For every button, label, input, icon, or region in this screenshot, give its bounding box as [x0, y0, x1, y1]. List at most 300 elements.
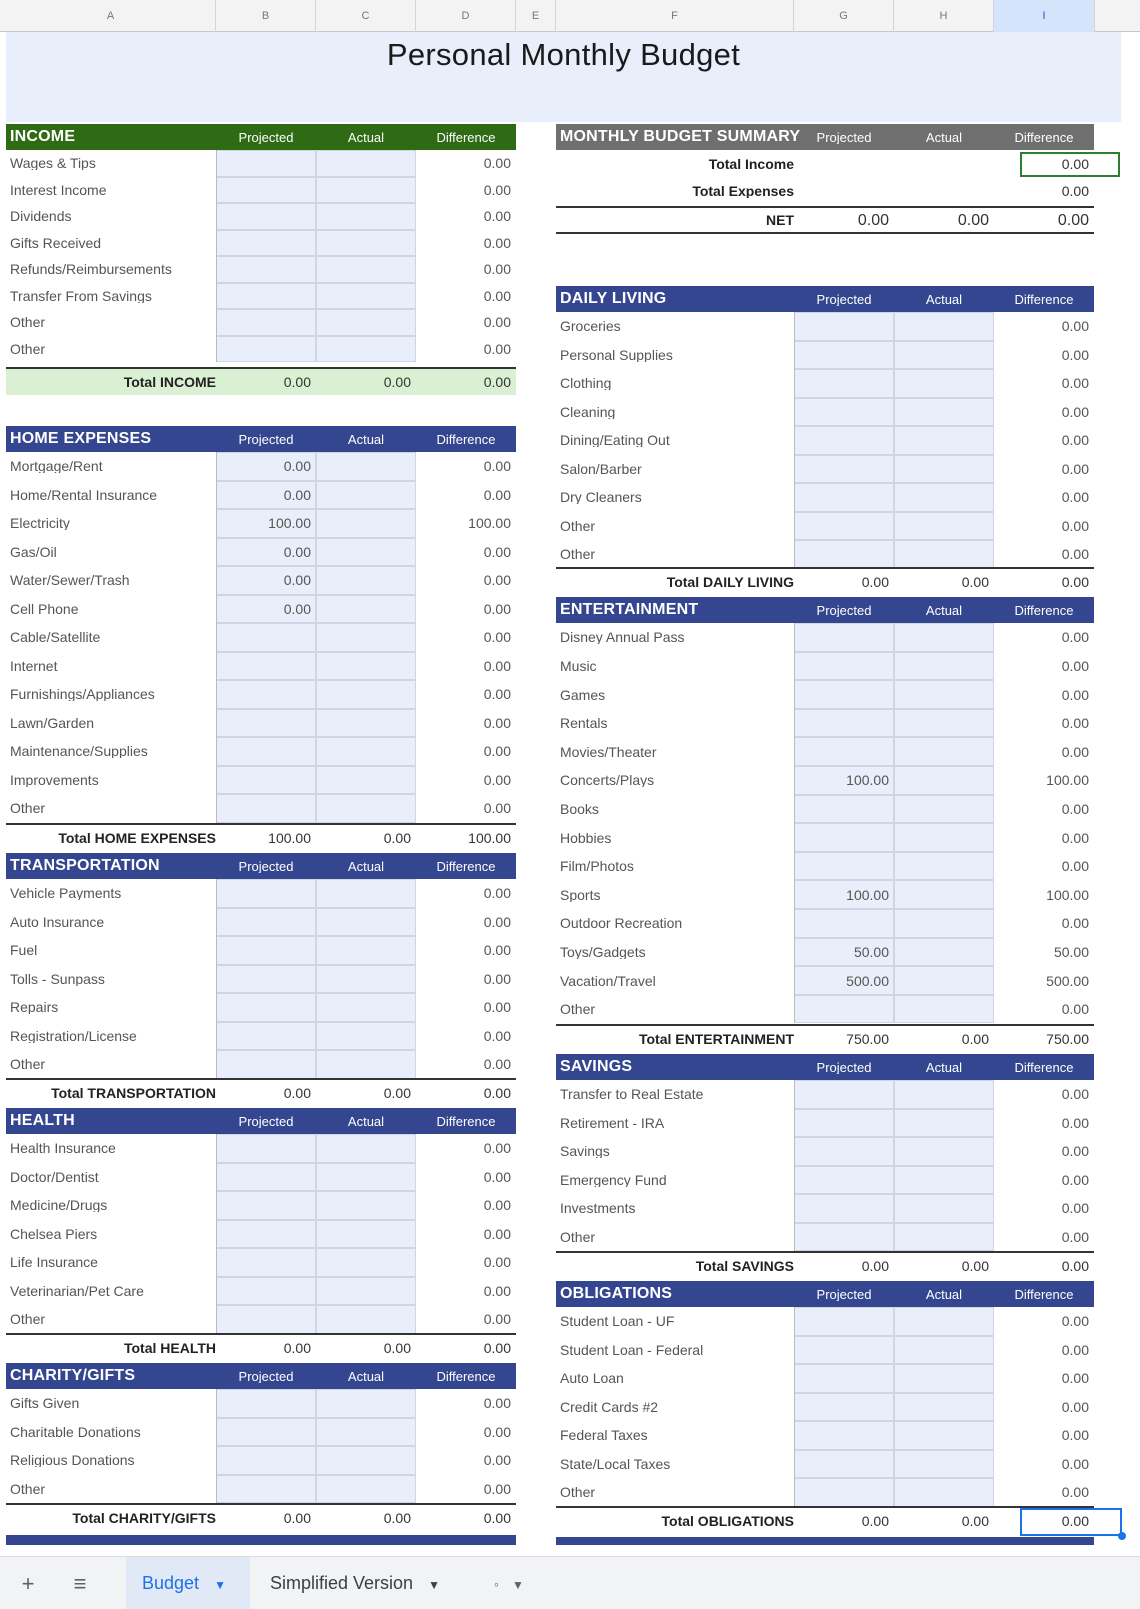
transportation-input-cell[interactable] — [216, 993, 316, 1022]
obligations-input-cell[interactable] — [794, 1336, 894, 1365]
entertainment-input-cell[interactable] — [794, 623, 894, 652]
savings-input-cell[interactable] — [894, 1137, 994, 1166]
home-expenses-item-difference: 0.00 — [483, 687, 511, 702]
daily-living-total-actual: 0.00 — [961, 575, 989, 589]
obligations-total-actual: 0.00 — [961, 1514, 989, 1528]
transportation-input-cell[interactable] — [216, 1050, 316, 1079]
entertainment-item-difference: 0.00 — [1061, 744, 1089, 759]
entertainment-item-label: Rentals — [560, 716, 608, 731]
home-expenses-item-difference: 0.00 — [483, 772, 511, 787]
entertainment-input-cell[interactable] — [894, 909, 994, 938]
daily-living-input-cell[interactable] — [794, 512, 894, 541]
home-expenses-input-cell[interactable] — [316, 766, 416, 795]
column-header-f[interactable]: F — [556, 0, 794, 32]
entertainment-divider — [794, 623, 795, 1023]
entertainment-item-projected[interactable]: 100.00 — [846, 887, 889, 902]
home-expenses-input-cell[interactable] — [216, 652, 316, 681]
health-input-cell[interactable] — [316, 1220, 416, 1249]
entertainment-input-cell[interactable] — [894, 938, 994, 967]
savings-input-cell[interactable] — [894, 1166, 994, 1195]
income-total-difference: 0.00 — [483, 375, 511, 389]
income-item-difference: 0.00 — [483, 209, 511, 224]
selection-fill-handle[interactable] — [1118, 1532, 1126, 1540]
summary-row-label: NET — [766, 212, 794, 227]
income-item-label: Refunds/Reimbursements — [10, 262, 172, 277]
entertainment-input-cell[interactable] — [894, 795, 994, 824]
health-input-cell[interactable] — [216, 1277, 316, 1306]
daily-living-total-difference: 0.00 — [1061, 575, 1089, 589]
obligations-item-difference: 0.00 — [1061, 1428, 1089, 1443]
home-expenses-item-difference: 0.00 — [483, 601, 511, 616]
savings-item-difference: 0.00 — [1061, 1201, 1089, 1216]
obligations-item-difference: 0.00 — [1061, 1399, 1089, 1414]
daily-living-total-label: Total DAILY LIVING — [666, 575, 794, 589]
home-expenses-input-cell[interactable] — [216, 709, 316, 738]
home-expenses-col-actual: Actual — [347, 432, 385, 446]
obligations-input-cell[interactable] — [894, 1450, 994, 1479]
savings-item-label: Other — [560, 1229, 596, 1244]
transportation-input-cell[interactable] — [316, 965, 416, 994]
column-header-c[interactable]: C — [316, 0, 416, 32]
daily-living-input-cell[interactable] — [894, 455, 994, 484]
health-input-cell[interactable] — [216, 1134, 316, 1163]
list-icon[interactable]: ≡ — [73, 1571, 87, 1596]
entertainment-input-cell[interactable] — [794, 709, 894, 738]
savings-total-projected: 0.00 — [861, 1259, 889, 1273]
obligations-input-cell[interactable] — [894, 1336, 994, 1365]
transportation-input-cell[interactable] — [316, 1022, 416, 1051]
obligations-item-label: Auto Loan — [560, 1371, 624, 1386]
charity-item-label: Gifts Given — [10, 1396, 80, 1411]
income-col-actual: Actual — [347, 130, 385, 144]
entertainment-input-cell[interactable] — [894, 995, 994, 1024]
income-item-label: Interest Income — [10, 182, 107, 197]
savings-col-difference: Difference — [1014, 1060, 1074, 1074]
daily-living-item-difference: 0.00 — [1061, 319, 1089, 334]
income-item-difference: 0.00 — [483, 235, 511, 250]
savings-input-cell[interactable] — [794, 1137, 894, 1166]
income-input-cell[interactable] — [216, 283, 316, 310]
savings-input-cell[interactable] — [894, 1109, 994, 1138]
entertainment-input-cell[interactable] — [894, 852, 994, 881]
income-item-label: Other — [10, 315, 46, 330]
summary-col-actual: Actual — [925, 130, 963, 144]
obligations-input-cell[interactable] — [794, 1478, 894, 1507]
savings-input-cell[interactable] — [894, 1223, 994, 1252]
income-item-difference: 0.00 — [483, 341, 511, 356]
home-expenses-item-projected[interactable]: 0.00 — [283, 573, 311, 588]
charity-input-cell[interactable] — [316, 1389, 416, 1418]
transportation-item-label: Other — [10, 1057, 46, 1072]
daily-living-title: DAILY LIVING — [560, 291, 667, 307]
summary-bottom-rule — [556, 232, 1094, 234]
entertainment-item-difference: 0.00 — [1061, 916, 1089, 931]
home-expenses-item-difference: 0.00 — [483, 487, 511, 502]
health-input-cell[interactable] — [216, 1248, 316, 1277]
obligations-input-cell[interactable] — [894, 1364, 994, 1393]
home-expenses-item-projected[interactable]: 0.00 — [283, 487, 311, 502]
home-expenses-input-cell[interactable] — [316, 709, 416, 738]
home-expenses-input-cell[interactable] — [216, 737, 316, 766]
home-expenses-input-cell[interactable] — [316, 737, 416, 766]
dots-icon: ◦ — [494, 1576, 499, 1592]
obligations-input-cell[interactable] — [794, 1307, 894, 1336]
income-input-cell[interactable] — [316, 256, 416, 283]
income-input-cell[interactable] — [316, 309, 416, 336]
daily-living-input-cell[interactable] — [794, 455, 894, 484]
transportation-item-difference: 0.00 — [483, 971, 511, 986]
transportation-input-cell[interactable] — [316, 993, 416, 1022]
entertainment-item-label: Sports — [560, 887, 601, 902]
obligations-item-label: State/Local Taxes — [560, 1456, 671, 1471]
home-expenses-item-difference: 0.00 — [483, 715, 511, 730]
entertainment-total-difference: 750.00 — [1046, 1031, 1089, 1046]
entertainment-input-cell[interactable] — [894, 766, 994, 795]
daily-living-input-cell[interactable] — [894, 312, 994, 341]
income-col-difference: Difference — [436, 130, 496, 144]
savings-input-cell[interactable] — [794, 1080, 894, 1109]
entertainment-item-difference: 0.00 — [1061, 687, 1089, 702]
entertainment-item-projected[interactable]: 500.00 — [846, 973, 889, 988]
obligations-item-difference: 0.00 — [1061, 1342, 1089, 1357]
daily-living-input-cell[interactable] — [794, 540, 894, 569]
daily-living-item-difference: 0.00 — [1061, 404, 1089, 419]
savings-input-cell[interactable] — [794, 1166, 894, 1195]
entertainment-input-cell[interactable] — [894, 623, 994, 652]
health-input-cell[interactable] — [216, 1220, 316, 1249]
entertainment-item-label: Other — [560, 1002, 596, 1017]
obligations-input-cell[interactable] — [894, 1307, 994, 1336]
daily-living-total-rule — [556, 567, 1094, 569]
home-expenses-total-projected: 100.00 — [268, 830, 311, 845]
health-item-difference: 0.00 — [483, 1283, 511, 1298]
income-total-actual: 0.00 — [383, 375, 411, 389]
health-item-label: Chelsea Piers — [10, 1226, 98, 1241]
savings-item-label: Transfer to Real Estate — [560, 1087, 704, 1102]
savings-item-label: Emergency Fund — [560, 1172, 667, 1187]
transportation-input-cell[interactable] — [216, 965, 316, 994]
savings-input-cell[interactable] — [794, 1223, 894, 1252]
tab-more[interactable] — [486, 1557, 546, 1609]
health-item-label: Life Insurance — [10, 1255, 98, 1270]
home-expenses-input-cell[interactable] — [216, 680, 316, 709]
transportation-item-difference: 0.00 — [483, 1057, 511, 1072]
summary-col-difference: Difference — [1014, 130, 1074, 144]
column-header-b[interactable]: B — [216, 0, 316, 32]
savings-item-label: Investments — [560, 1201, 636, 1216]
transportation-input-cell[interactable] — [216, 908, 316, 937]
health-input-cell[interactable] — [316, 1277, 416, 1306]
entertainment-input-cell[interactable] — [794, 823, 894, 852]
summary-row-actual: 0.00 — [957, 212, 989, 229]
daily-living-input-cell[interactable] — [794, 398, 894, 427]
charity-item-difference: 0.00 — [483, 1424, 511, 1439]
health-input-cell[interactable] — [316, 1191, 416, 1220]
income-input-cell[interactable] — [316, 283, 416, 310]
charity-input-cell[interactable] — [216, 1446, 316, 1475]
home-expenses-input-cell[interactable] — [316, 623, 416, 652]
entertainment-input-cell[interactable] — [794, 852, 894, 881]
daily-living-input-cell[interactable] — [894, 483, 994, 512]
income-input-cell[interactable] — [316, 230, 416, 257]
health-item-label: Health Insurance — [10, 1141, 116, 1156]
health-input-cell[interactable] — [216, 1163, 316, 1192]
income-input-cell[interactable] — [316, 177, 416, 204]
home-expenses-input-cell[interactable] — [316, 595, 416, 624]
entertainment-input-cell[interactable] — [894, 880, 994, 909]
charity-item-difference: 0.00 — [483, 1453, 511, 1468]
entertainment-item-difference: 500.00 — [1046, 973, 1089, 988]
entertainment-input-cell[interactable] — [894, 823, 994, 852]
home-expenses-item-difference: 0.00 — [483, 801, 511, 816]
transportation-input-cell[interactable] — [316, 1050, 416, 1079]
income-title: INCOME — [10, 129, 76, 145]
health-item-label: Other — [10, 1312, 46, 1327]
income-input-cell[interactable] — [216, 177, 316, 204]
transportation-item-label: Tolls - Sunpass — [10, 971, 105, 986]
obligations-item-difference: 0.00 — [1061, 1314, 1089, 1329]
income-input-cell[interactable] — [316, 203, 416, 230]
home-expenses-input-cell[interactable] — [316, 452, 416, 481]
chevron-down-icon: ▼ — [214, 1578, 226, 1592]
charity-input-cell[interactable] — [316, 1446, 416, 1475]
entertainment-input-cell[interactable] — [794, 995, 894, 1024]
summary-row-difference: 0.00 — [1061, 183, 1089, 198]
entertainment-input-cell[interactable] — [894, 680, 994, 709]
tab-simplified-version[interactable] — [256, 1557, 476, 1609]
obligations-input-cell[interactable] — [794, 1364, 894, 1393]
obligations-input-cell[interactable] — [894, 1421, 994, 1450]
home-expenses-item-projected[interactable]: 0.00 — [283, 544, 311, 559]
entertainment-item-difference: 0.00 — [1061, 716, 1089, 731]
entertainment-item-difference: 100.00 — [1046, 887, 1089, 902]
home-expenses-total-rule — [6, 823, 516, 825]
transportation-item-label: Auto Insurance — [10, 914, 105, 929]
health-title: HEALTH — [10, 1113, 75, 1129]
health-input-cell[interactable] — [216, 1191, 316, 1220]
entertainment-input-cell[interactable] — [894, 709, 994, 738]
column-header-e[interactable]: E — [516, 0, 556, 32]
summary-row-difference: 0.00 — [1061, 156, 1089, 171]
home-expenses-input-cell[interactable] — [316, 652, 416, 681]
income-input-cell[interactable] — [216, 309, 316, 336]
income-input-cell[interactable] — [216, 203, 316, 230]
home-expenses-item-projected[interactable]: 0.00 — [283, 459, 311, 474]
entertainment-input-cell[interactable] — [794, 909, 894, 938]
column-header-h[interactable]: H — [894, 0, 994, 32]
health-input-cell[interactable] — [216, 1305, 316, 1334]
summary-row-projected: 0.00 — [857, 212, 889, 229]
column-header-a[interactable]: A — [6, 0, 216, 32]
income-item-label: Other — [10, 341, 46, 356]
column-header-d[interactable]: D — [416, 0, 516, 32]
daily-living-item-difference: 0.00 — [1061, 547, 1089, 562]
daily-living-input-cell[interactable] — [794, 369, 894, 398]
transportation-title: TRANSPORTATION — [10, 858, 160, 874]
daily-living-item-label: Other — [560, 547, 596, 562]
savings-input-cell[interactable] — [794, 1194, 894, 1223]
charity-item-label: Charitable Donations — [10, 1424, 141, 1439]
home-expenses-input-cell[interactable] — [316, 680, 416, 709]
home-expenses-item-difference: 0.00 — [483, 544, 511, 559]
health-col-actual: Actual — [347, 1114, 385, 1128]
daily-living-input-cell[interactable] — [794, 312, 894, 341]
entertainment-col-projected: Projected — [816, 603, 872, 617]
entertainment-item-difference: 100.00 — [1046, 773, 1089, 788]
home-expenses-item-projected[interactable]: 100.00 — [268, 516, 311, 531]
entertainment-item-label: Toys/Gadgets — [560, 944, 646, 959]
entertainment-item-difference: 0.00 — [1061, 658, 1089, 673]
entertainment-col-difference: Difference — [1014, 603, 1074, 617]
daily-living-col-projected: Projected — [816, 292, 872, 306]
entertainment-col-actual: Actual — [925, 603, 963, 617]
obligations-item-difference: 0.00 — [1061, 1456, 1089, 1471]
income-item-label: Dividends — [10, 209, 72, 224]
active-cell-selection[interactable] — [1020, 1508, 1122, 1536]
health-input-cell[interactable] — [316, 1134, 416, 1163]
home-expenses-input-cell[interactable] — [316, 566, 416, 595]
entertainment-input-cell[interactable] — [794, 737, 894, 766]
home-expenses-item-label: Gas/Oil — [10, 544, 57, 559]
health-item-difference: 0.00 — [483, 1169, 511, 1184]
obligations-item-label: Federal Taxes — [560, 1428, 648, 1443]
health-total-projected: 0.00 — [283, 1341, 311, 1355]
transportation-col-actual: Actual — [347, 859, 385, 873]
transportation-input-cell[interactable] — [316, 879, 416, 908]
entertainment-input-cell[interactable] — [894, 652, 994, 681]
column-header-g[interactable]: G — [794, 0, 894, 32]
income-input-cell[interactable] — [316, 150, 416, 177]
entertainment-input-cell[interactable] — [794, 795, 894, 824]
daily-living-input-cell[interactable] — [894, 512, 994, 541]
entertainment-item-label: Games — [560, 687, 606, 702]
savings-input-cell[interactable] — [894, 1194, 994, 1223]
entertainment-title: ENTERTAINMENT — [560, 602, 699, 618]
home-expenses-col-projected: Projected — [238, 432, 294, 446]
health-item-difference: 0.00 — [483, 1226, 511, 1241]
summary-title: MONTHLY BUDGET SUMMARY — [560, 129, 801, 145]
obligations-input-cell[interactable] — [894, 1478, 994, 1507]
obligations-input-cell[interactable] — [794, 1421, 894, 1450]
home-expenses-item-label: Cell Phone — [10, 601, 79, 616]
income-input-cell[interactable] — [216, 230, 316, 257]
home-expenses-input-cell[interactable] — [216, 766, 316, 795]
obligations-input-cell[interactable] — [894, 1393, 994, 1422]
entertainment-item-label: Outdoor Recreation — [560, 916, 683, 931]
entertainment-item-difference: 0.00 — [1061, 801, 1089, 816]
charity-input-cell[interactable] — [316, 1418, 416, 1447]
home-expenses-input-cell[interactable] — [316, 509, 416, 538]
daily-living-input-cell[interactable] — [894, 341, 994, 370]
home-expenses-item-projected[interactable]: 0.00 — [283, 601, 311, 616]
home-expenses-title: HOME EXPENSES — [10, 431, 152, 447]
tab-budget[interactable] — [126, 1557, 250, 1609]
home-expenses-total-difference: 100.00 — [468, 830, 511, 845]
charity-input-cell[interactable] — [216, 1389, 316, 1418]
transportation-col-difference: Difference — [436, 859, 496, 873]
entertainment-item-difference: 0.00 — [1061, 630, 1089, 645]
summary-selected-cell[interactable] — [1020, 152, 1120, 177]
transportation-input-cell[interactable] — [316, 908, 416, 937]
obligations-input-cell[interactable] — [794, 1393, 894, 1422]
transportation-item-label: Repairs — [10, 1000, 59, 1015]
transportation-input-cell[interactable] — [316, 936, 416, 965]
savings-item-difference: 0.00 — [1061, 1172, 1089, 1187]
health-input-cell[interactable] — [316, 1305, 416, 1334]
daily-living-input-cell[interactable] — [894, 369, 994, 398]
income-input-cell[interactable] — [216, 150, 316, 177]
obligations-item-label: Student Loan - Federal — [560, 1342, 704, 1357]
entertainment-item-difference: 0.00 — [1061, 830, 1089, 845]
daily-living-input-cell[interactable] — [794, 426, 894, 455]
home-expenses-input-cell[interactable] — [316, 538, 416, 567]
charity-input-cell[interactable] — [216, 1475, 316, 1504]
home-expenses-input-cell[interactable] — [216, 623, 316, 652]
obligations-total-rule — [556, 1506, 1094, 1508]
daily-living-item-difference: 0.00 — [1061, 347, 1089, 362]
transportation-input-cell[interactable] — [216, 936, 316, 965]
health-input-cell[interactable] — [316, 1248, 416, 1277]
plus-icon[interactable]: + — [21, 1571, 35, 1596]
daily-living-input-cell[interactable] — [794, 483, 894, 512]
daily-living-input-cell[interactable] — [894, 426, 994, 455]
savings-item-difference: 0.00 — [1061, 1144, 1089, 1159]
daily-living-input-cell[interactable] — [894, 540, 994, 569]
entertainment-item-label: Film/Photos — [560, 859, 634, 874]
charity-input-cell[interactable] — [316, 1475, 416, 1504]
income-item-label: Wages & Tips — [10, 156, 96, 171]
daily-living-input-cell[interactable] — [794, 341, 894, 370]
daily-living-item-difference: 0.00 — [1061, 518, 1089, 533]
daily-living-input-cell[interactable] — [894, 398, 994, 427]
home-expenses-item-label: Electricity — [10, 516, 70, 531]
savings-item-difference: 0.00 — [1061, 1115, 1089, 1130]
charity-input-cell[interactable] — [216, 1418, 316, 1447]
daily-living-item-label: Dry Cleaners — [560, 490, 642, 505]
entertainment-input-cell[interactable] — [794, 680, 894, 709]
transportation-input-cell[interactable] — [216, 1022, 316, 1051]
home-expenses-item-label: Internet — [10, 658, 58, 673]
entertainment-input-cell[interactable] — [894, 737, 994, 766]
entertainment-item-projected[interactable]: 50.00 — [853, 944, 889, 959]
entertainment-total-actual: 0.00 — [961, 1031, 989, 1046]
savings-input-cell[interactable] — [894, 1080, 994, 1109]
transportation-input-cell[interactable] — [216, 879, 316, 908]
savings-total-label: Total SAVINGS — [695, 1259, 794, 1273]
daily-living-item-label: Other — [560, 518, 596, 533]
obligations-input-cell[interactable] — [794, 1450, 894, 1479]
income-input-cell[interactable] — [216, 336, 316, 363]
home-expenses-input-cell[interactable] — [316, 794, 416, 823]
health-item-difference: 0.00 — [483, 1312, 511, 1327]
entertainment-total-projected: 750.00 — [846, 1031, 889, 1046]
entertainment-item-projected[interactable]: 100.00 — [846, 773, 889, 788]
home-expenses-input-cell[interactable] — [216, 794, 316, 823]
savings-item-difference: 0.00 — [1061, 1229, 1089, 1244]
savings-input-cell[interactable] — [794, 1109, 894, 1138]
entertainment-input-cell[interactable] — [794, 652, 894, 681]
income-input-cell[interactable] — [216, 256, 316, 283]
charity-total-actual: 0.00 — [383, 1511, 411, 1525]
column-header-i[interactable]: I — [994, 0, 1095, 32]
income-input-cell[interactable] — [316, 336, 416, 363]
health-input-cell[interactable] — [316, 1163, 416, 1192]
daily-living-item-label: Dining/Eating Out — [560, 433, 670, 448]
entertainment-input-cell[interactable] — [894, 966, 994, 995]
health-total-label: Total HEALTH — [123, 1341, 216, 1355]
chevron-down-icon: ▼ — [511, 1578, 524, 1592]
home-expenses-input-cell[interactable] — [316, 481, 416, 510]
